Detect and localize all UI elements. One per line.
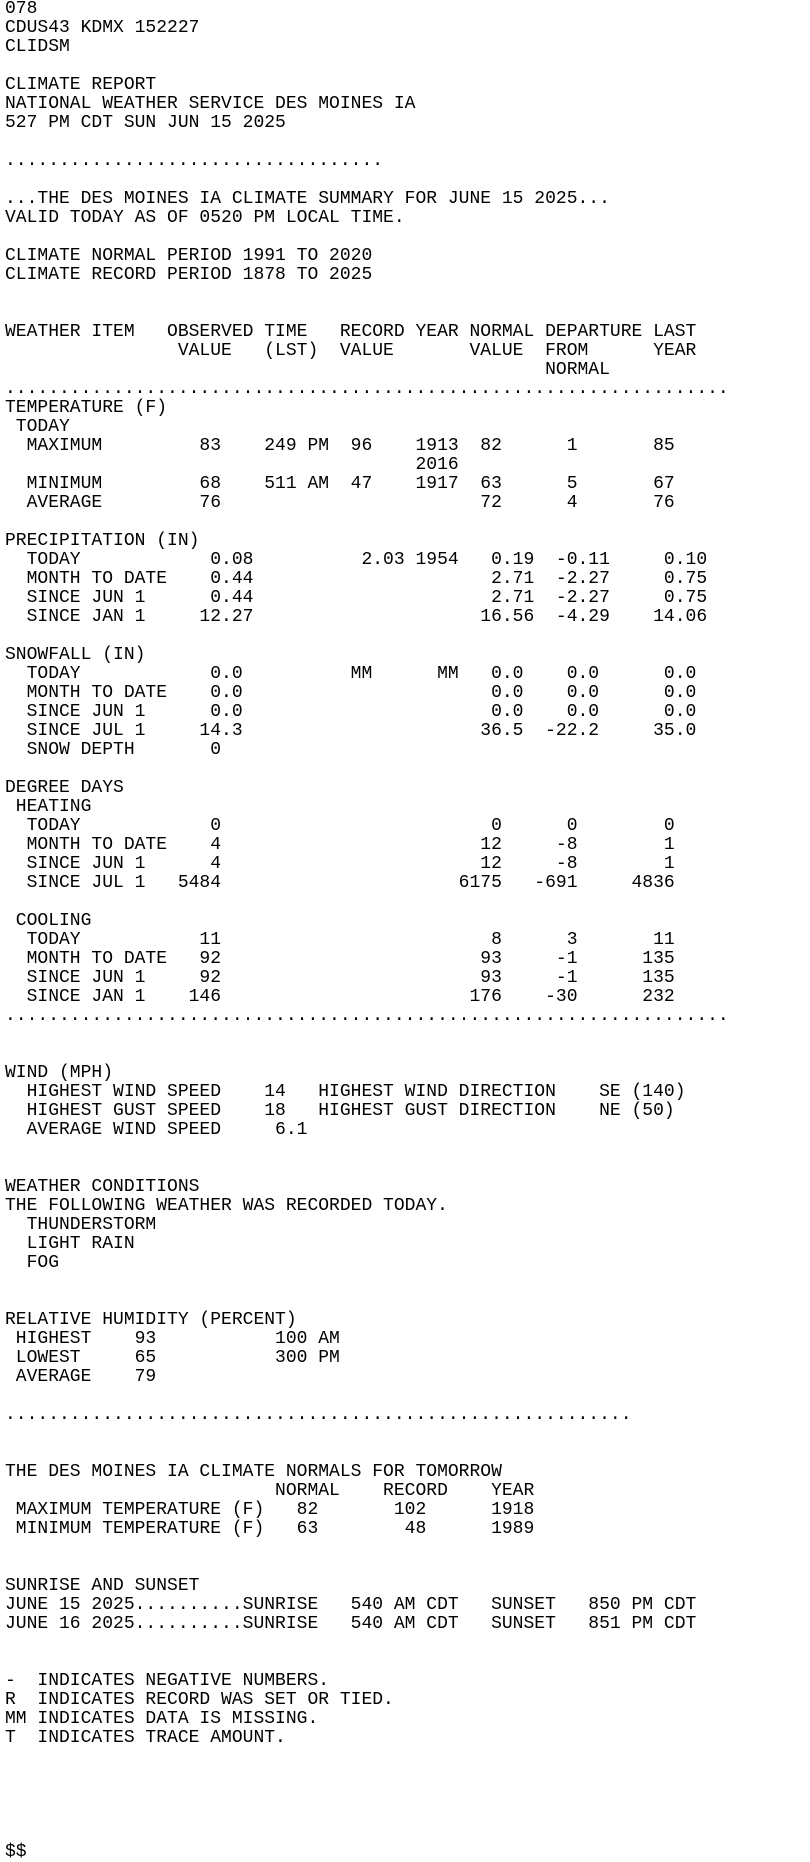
report-line: NORMAL [5, 360, 610, 380]
report-line: SINCE JAN 1 12.27 16.56 -4.29 14.06 [5, 607, 708, 627]
report-line: JUNE 15 2025..........SUNRISE 540 AM CDT SUNSET 850 PM CDT [5, 1595, 697, 1615]
report-line [5, 228, 810, 247]
report-line: LIGHT RAIN [5, 1234, 135, 1254]
report-line [5, 1805, 810, 1824]
report-line [5, 1045, 810, 1064]
report-line: CLIMATE RECORD PERIOD 1878 TO 2025 [5, 265, 373, 285]
report-line: 527 PM CDT SUN JUN 15 2025 [5, 113, 286, 133]
report-line: FOG [5, 1253, 60, 1273]
report-line: 078 [5, 0, 38, 19]
report-line [5, 893, 810, 912]
report-line: THE DES MOINES IA CLIMATE NORMALS FOR TOMORROW [5, 1462, 502, 1482]
report-line: $$ [5, 1842, 27, 1862]
report-line: SINCE JUN 1 0.0 0.0 0.0 0.0 [5, 702, 697, 722]
report-line: MAXIMUM 83 249 PM 96 1913 82 1 85 [5, 436, 675, 456]
report-line [5, 1159, 810, 1178]
report-line: HIGHEST GUST SPEED 18 HIGHEST GUST DIRECTION NE (50) [5, 1101, 675, 1121]
report-line: CDUS43 KDMX 152227 [5, 18, 200, 38]
report-line [5, 1444, 810, 1463]
report-line: MONTH TO DATE 0.0 0.0 0.0 0.0 [5, 683, 697, 703]
report-line [5, 1425, 810, 1444]
report-line [5, 1767, 810, 1786]
report-line [5, 285, 810, 304]
report-line: JUNE 16 2025..........SUNRISE 540 AM CDT SUNSET 851 PM CDT [5, 1614, 697, 1634]
report-line [5, 1558, 810, 1577]
report-line: ................................................................... [5, 1006, 729, 1026]
report-line: 2016 [5, 455, 459, 475]
report-line [5, 1539, 810, 1558]
report-line [5, 627, 810, 646]
report-line [5, 1292, 810, 1311]
report-line: MONTH TO DATE 92 93 -1 135 [5, 949, 675, 969]
report-line: SUNRISE AND SUNSET [5, 1576, 200, 1596]
report-line: TODAY 0.08 2.03 1954 0.19 -0.11 0.10 [5, 550, 708, 570]
report-line: AVERAGE 76 72 4 76 [5, 493, 675, 513]
report-line: RELATIVE HUMIDITY (PERCENT) [5, 1310, 297, 1330]
report-line: MAXIMUM TEMPERATURE (F) 82 102 1918 [5, 1500, 535, 1520]
report-line: DEGREE DAYS [5, 778, 124, 798]
report-line: THE FOLLOWING WEATHER WAS RECORDED TODAY. [5, 1196, 448, 1216]
report-line: SINCE JAN 1 146 176 -30 232 [5, 987, 675, 1007]
report-line: WEATHER CONDITIONS [5, 1177, 200, 1197]
report-line: .......................................................... [5, 1405, 632, 1425]
report-line [5, 57, 810, 76]
report-line: TEMPERATURE (F) [5, 398, 168, 418]
report-line: T INDICATES TRACE AMOUNT. [5, 1728, 286, 1748]
report-line: SINCE JUL 1 5484 6175 -691 4836 [5, 873, 675, 893]
report-line: HEATING [5, 797, 92, 817]
report-line [5, 1634, 810, 1653]
report-line [5, 1026, 810, 1045]
report-line: SINCE JUN 1 92 93 -1 135 [5, 968, 675, 988]
report-line: ...THE DES MOINES IA CLIMATE SUMMARY FOR JUNE 15 2025... [5, 189, 610, 209]
report-line: HIGHEST 93 100 AM [5, 1329, 340, 1349]
report-line: ................................................................... [5, 379, 729, 399]
report-line: VALUE (LST) VALUE VALUE FROM YEAR [5, 341, 697, 361]
report-line: TODAY 0 0 0 0 [5, 816, 675, 836]
report-line: SNOWFALL (IN) [5, 645, 146, 665]
report-line: MONTH TO DATE 4 12 -8 1 [5, 835, 675, 855]
report-line [5, 1140, 810, 1159]
report-line: LOWEST 65 300 PM [5, 1348, 340, 1368]
report-line: R INDICATES RECORD WAS SET OR TIED. [5, 1690, 394, 1710]
report-line: TODAY [5, 417, 70, 437]
report-line [5, 171, 810, 190]
report-line: CLIMATE NORMAL PERIOD 1991 TO 2020 [5, 246, 373, 266]
report-line: THUNDERSTORM [5, 1215, 157, 1235]
report-line: AVERAGE WIND SPEED 6.1 [5, 1120, 308, 1140]
report-line: WEATHER ITEM OBSERVED TIME RECORD YEAR NORMAL DEPARTURE LAST [5, 322, 697, 342]
report-line: - INDICATES NEGATIVE NUMBERS. [5, 1671, 330, 1691]
report-line [5, 1748, 810, 1767]
report-line: ................................... [5, 151, 384, 171]
report-line: MINIMUM 68 511 AM 47 1917 63 5 67 [5, 474, 675, 494]
report-line: NORMAL RECORD YEAR [5, 1481, 535, 1501]
report-line: MONTH TO DATE 0.44 2.71 -2.27 0.75 [5, 569, 708, 589]
report-line: MM INDICATES DATA IS MISSING. [5, 1709, 319, 1729]
report-line [5, 760, 810, 779]
report-line: CLIMATE REPORT [5, 75, 157, 95]
report-line: SINCE JUN 1 0.44 2.71 -2.27 0.75 [5, 588, 708, 608]
report-line: TODAY 0.0 MM MM 0.0 0.0 0.0 [5, 664, 697, 684]
report-line: CLIDSM [5, 37, 70, 57]
report-line: NATIONAL WEATHER SERVICE DES MOINES IA [5, 94, 416, 114]
report-line [5, 1786, 810, 1805]
report-line: WIND (MPH) [5, 1063, 114, 1083]
report-line: SINCE JUL 1 14.3 36.5 -22.2 35.0 [5, 721, 697, 741]
report-line [5, 1387, 810, 1406]
report-line: TODAY 11 8 3 11 [5, 930, 675, 950]
report-line [5, 133, 810, 152]
report-line: HIGHEST WIND SPEED 14 HIGHEST WIND DIRECTION SE (140) [5, 1082, 686, 1102]
report-line: SNOW DEPTH 0 [5, 740, 222, 760]
report-line: AVERAGE 79 [5, 1367, 157, 1387]
report-line [5, 1824, 810, 1843]
report-line: SINCE JUN 1 4 12 -8 1 [5, 854, 675, 874]
report-line [5, 1653, 810, 1672]
report-line: PRECIPITATION (IN) [5, 531, 200, 551]
report-line [5, 304, 810, 323]
report-line [5, 513, 810, 532]
report-line: VALID TODAY AS OF 0520 PM LOCAL TIME. [5, 208, 405, 228]
report-line [5, 1273, 810, 1292]
report-line: MINIMUM TEMPERATURE (F) 63 48 1989 [5, 1519, 535, 1539]
report-line: COOLING [5, 911, 92, 931]
